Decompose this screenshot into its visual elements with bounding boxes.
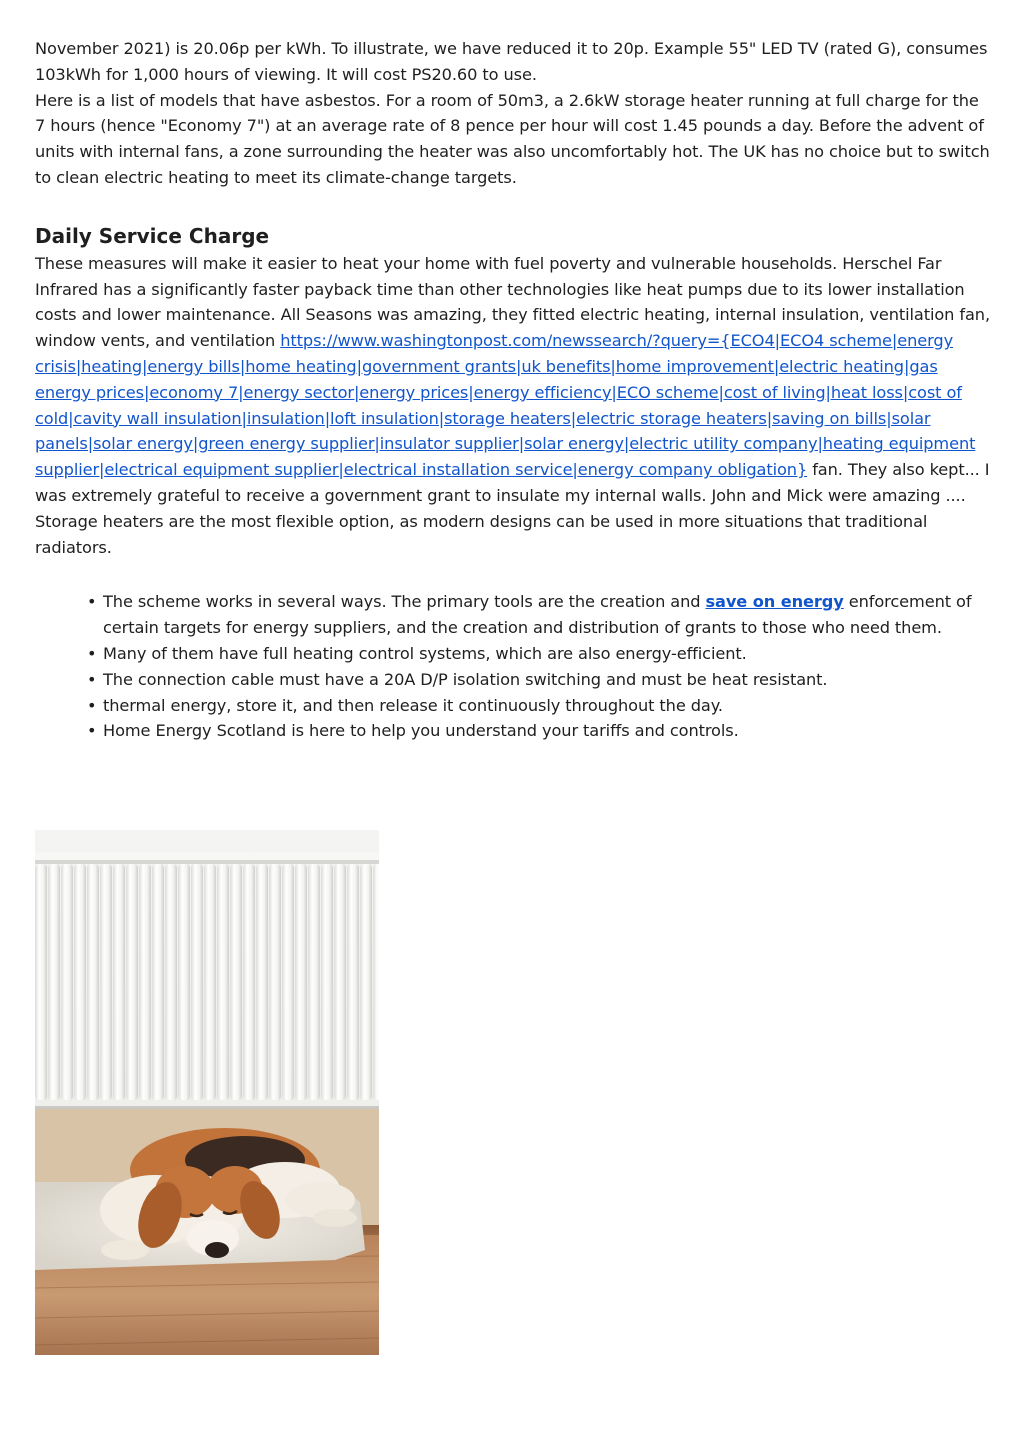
bullet-marker: • (87, 592, 97, 612)
paragraph-measures-text-end: fan. They also kept... I was extremely grateful to receive a government grant to insulate my internal walls. John and Mick were amazing .... Storage heaters are the most flexible option, as modern designs can be used in more situations that traditional radiators. (35, 460, 990, 557)
list-item-text: Home Energy Scotland is here to help you understand your tariffs and controls. (103, 721, 739, 741)
radiator-fin (360, 864, 372, 1100)
radiator-fin (178, 864, 190, 1100)
beagle-radiator-photo (35, 830, 379, 1355)
radiator-fin (347, 864, 359, 1100)
radiator-fin (100, 864, 112, 1100)
list-item (87, 641, 990, 667)
list-item (87, 718, 990, 744)
radiator-fin (243, 864, 255, 1100)
radiator-fin (48, 864, 60, 1100)
radiator-fin (113, 864, 125, 1100)
radiator-fin (321, 864, 333, 1100)
radiator-fin (74, 864, 86, 1100)
bullet-marker: • (87, 695, 97, 715)
radiator-fin (165, 864, 177, 1100)
radiator-fin (282, 864, 294, 1100)
radiator-fin (126, 864, 138, 1100)
radiator-fin (204, 864, 216, 1100)
radiator-fin (35, 864, 47, 1100)
radiator-fin (217, 864, 229, 1100)
list-item-text-start: The scheme works in several ways. The primary tools are the creation and (103, 592, 706, 612)
radiator-fin (139, 864, 151, 1100)
bullet-marker: • (87, 669, 97, 689)
list-item-text-end: enforcement of certain targets for energy suppliers, and the creation and distribution of grants to those who need them. (103, 592, 972, 638)
radiator-fin (373, 864, 379, 1100)
list-item-text: thermal energy, store it, and then release it continuously throughout the day. (103, 695, 723, 715)
radiator-fin (269, 864, 281, 1100)
paragraph-measures (35, 251, 990, 561)
section-heading: Daily Service Charge (35, 223, 270, 248)
list-item (87, 667, 990, 693)
radiator-fin (295, 864, 307, 1100)
washingtonpost-search-link[interactable]: https://www.washingtonpost.com/newssearch/?query={ECO4|ECO4 scheme|energy crisis|heating|energy bills|home heating|government grants|uk benefits|home improvement|electric heating|gas energy prices|economy 7|energy sector|energy prices|energy efficiency|ECO scheme|cost of living|heat loss|cost of cold|cavity wall insulation|insulation|loft insulation|storage heaters|electric storage heaters|saving on bills|solar panels|solar energy|green energy supplier|insulator supplier|solar energy|electric utility company|heating equipment supplier|electrical equipment supplier|electrical installation service|energy company obligation} (35, 331, 976, 480)
radiator-fin (308, 864, 320, 1100)
radiator-fin (230, 864, 242, 1100)
radiator-fin (87, 864, 99, 1100)
photo-illustration (35, 830, 379, 1355)
list-item (87, 693, 990, 719)
radiator-fin (334, 864, 346, 1100)
radiator-fin (152, 864, 164, 1100)
paragraph-measures-text-start: These measures will make it easier to heat your home with fuel poverty and vulnerable households. Herschel Far Infrared has a significantly faster payback time than other technologies like heat pumps due to its lower installation costs and lower maintenance. All Seasons was amazing, they fitted electric heating, internal insulation, ventilation fan, window vents, and ventilation (35, 253, 991, 351)
bullet-marker: • (87, 721, 97, 741)
paragraph-asbestos: Here is a list of models that have asbestos. For a room of 50m3, a 2.6kW storage heater running at full charge for the 7 hours (hence "Economy 7") at an average rate of 8 pence per hour will cost 1.45 pounds a day. Before the advent of units with internal fans, a zone surrounding the heater was also uncomfortably hot. The UK has no choice but to switch to clean electric heating to meet its climate-change targets. (35, 90, 990, 187)
bullet-list (35, 589, 990, 744)
list-item-text: Many of them have full heating control systems, which are also energy-efficient. (103, 643, 747, 663)
radiator-fin (256, 864, 268, 1100)
paragraph-intro: November 2021) is 20.06p per kWh. To illustrate, we have reduced it to 20p. Example 55" LED TV (rated G), consumes 103kWh for 1,000 hours of viewing. It will cost PS20.60 to use. (35, 39, 988, 84)
list-item (87, 589, 990, 641)
radiator-fin (191, 864, 203, 1100)
list-item-text: The connection cable must have a 20A D/P isolation switching and must be heat resistant. (103, 669, 828, 689)
save-on-energy-link[interactable]: save on energy (705, 592, 844, 612)
article-body (35, 36, 990, 744)
radiator-fin (61, 864, 73, 1100)
bullet-marker: • (87, 643, 97, 663)
